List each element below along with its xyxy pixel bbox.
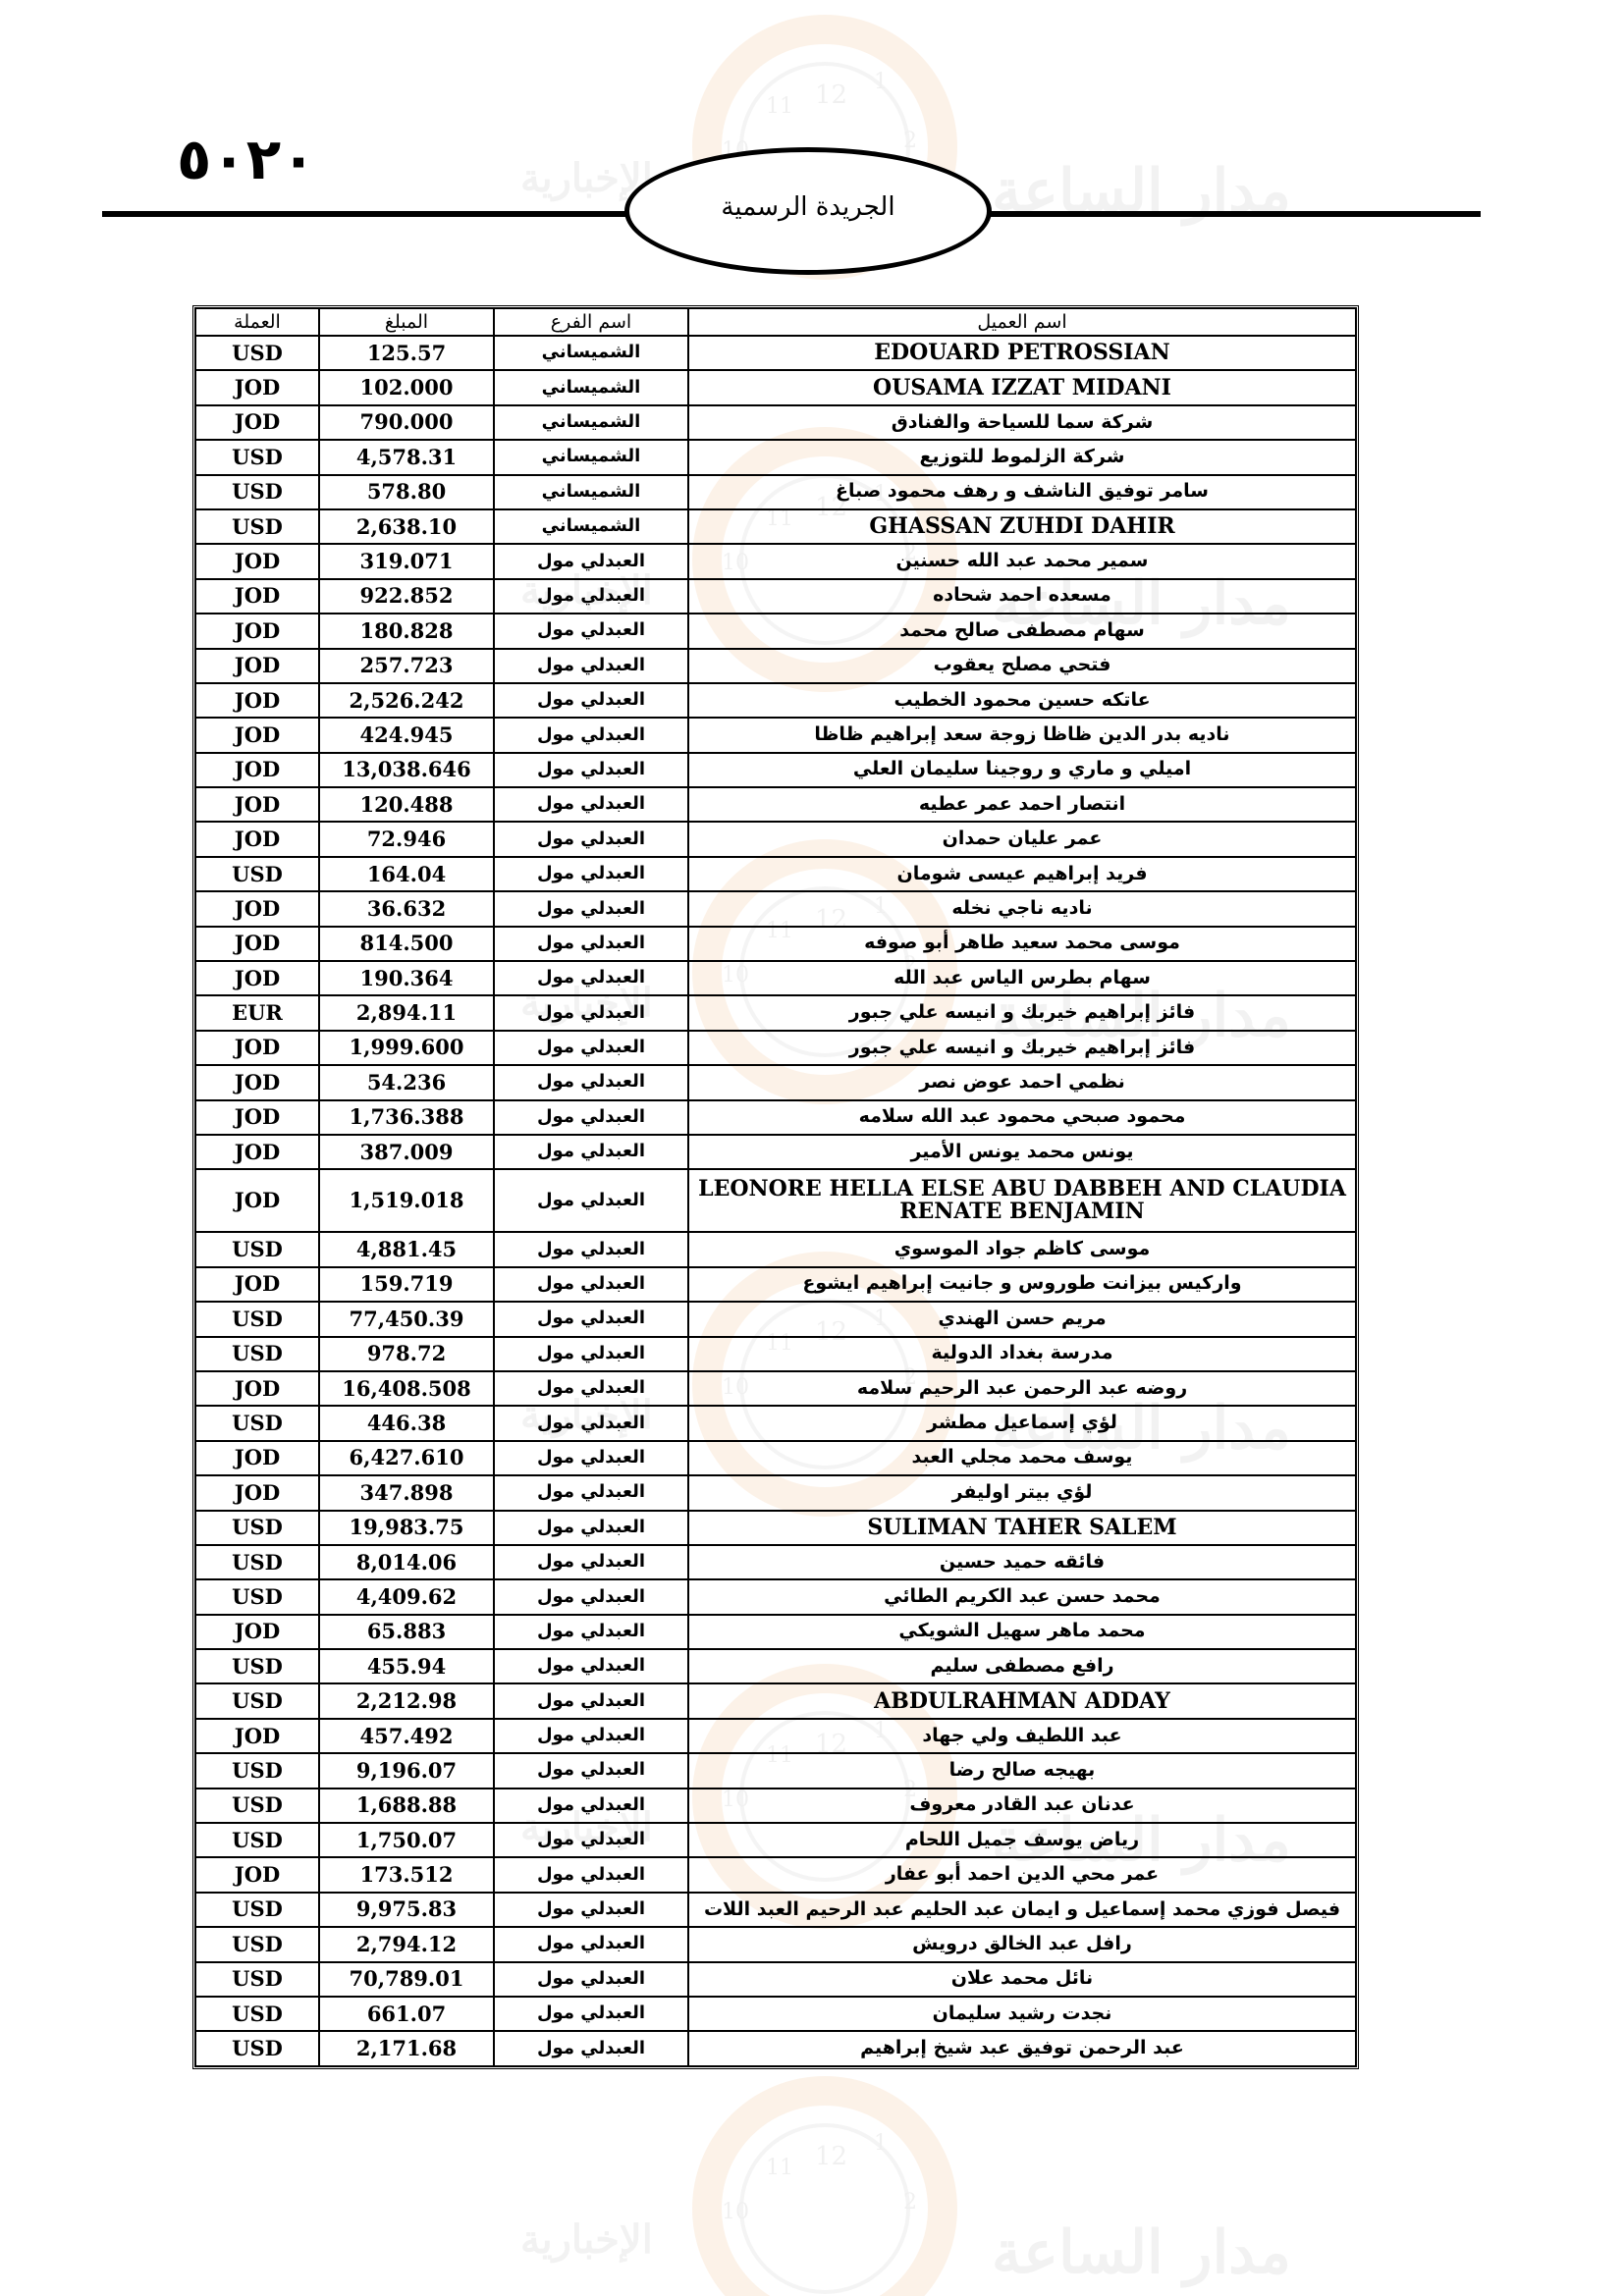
cell-branch: الشميساني <box>494 405 688 440</box>
cell-branch: العبدلي مول <box>494 1545 688 1579</box>
watermark-brand: مدار الساعة <box>992 157 1291 226</box>
cell-amount: 6,427.610 <box>319 1441 494 1475</box>
cell-currency: USD <box>195 1893 319 1927</box>
cell-client: عاتكه حسين محمود الخطيب <box>688 683 1356 718</box>
table-row <box>195 1545 1356 1579</box>
table-row <box>195 891 1356 926</box>
cell-amount: 922.852 <box>319 579 494 614</box>
cell-client: فتحي مصلح يعقوب <box>688 649 1356 683</box>
table-row <box>195 2031 1356 2065</box>
cell-client: اميلي و ماري و روجينا سليمان العلي <box>688 753 1356 787</box>
cell-currency: JOD <box>195 927 319 961</box>
cell-currency: JOD <box>195 544 319 578</box>
cell-client: عبد الرحمن توفيق عبد شيخ إبراهيم <box>688 2031 1356 2065</box>
table-row <box>195 1302 1356 1336</box>
cell-branch: العبدلي مول <box>494 857 688 891</box>
cell-client: سمير محمد عبد الله حسنين <box>688 544 1356 578</box>
cell-currency: USD <box>195 440 319 474</box>
cell-client: مريم حسن الهندي <box>688 1302 1356 1336</box>
cell-amount: 2,171.68 <box>319 2031 494 2065</box>
cell-amount: 190.364 <box>319 961 494 995</box>
table-row <box>195 1100 1356 1135</box>
watermark-clock-number: 11 <box>766 94 793 119</box>
table-row <box>195 405 1356 440</box>
cell-client: فيصل فوزي محمد إسماعيل و ايمان عبد الحليم عبد الرحيم العبد اللات <box>688 1893 1356 1927</box>
cell-branch: العبدلي مول <box>494 927 688 961</box>
cell-branch: العبدلي مول <box>494 1683 688 1718</box>
cell-currency: JOD <box>195 1135 319 1169</box>
cell-currency: USD <box>195 1753 319 1788</box>
table-row <box>195 370 1356 404</box>
cell-currency: USD <box>195 1511 319 1545</box>
table-row <box>195 649 1356 683</box>
cell-amount: 578.80 <box>319 475 494 509</box>
cell-client: عمر محي الدين احمد أبو عفار <box>688 1857 1356 1892</box>
cell-branch: العبدلي مول <box>494 1893 688 1927</box>
cell-branch: العبدلي مول <box>494 1302 688 1336</box>
table-row <box>195 961 1356 995</box>
cell-branch: العبدلي مول <box>494 1962 688 1997</box>
table-row <box>195 475 1356 509</box>
table-row <box>195 1232 1356 1266</box>
cell-client: واركيس بيزانت طوروس و جانيت إبراهيم ايشوع <box>688 1267 1356 1302</box>
cell-amount: 4,409.62 <box>319 1579 494 1614</box>
table-row <box>195 1511 1356 1545</box>
table-row <box>195 1371 1356 1406</box>
cell-client: مدرسة بغداد الدولية <box>688 1337 1356 1371</box>
page-number: ٥٠٢٠ <box>177 126 316 192</box>
table-row <box>195 1962 1356 1997</box>
cell-amount: 257.723 <box>319 649 494 683</box>
cell-client: يوسف محمد مجلي العبد <box>688 1441 1356 1475</box>
cell-amount: 2,794.12 <box>319 1927 494 1961</box>
cell-branch: العبدلي مول <box>494 1100 688 1135</box>
table-row <box>195 544 1356 578</box>
cell-amount: 4,881.45 <box>319 1232 494 1266</box>
cell-currency: JOD <box>195 891 319 926</box>
table-row <box>195 1615 1356 1649</box>
cell-client: فائز إبراهيم خيربك و انيسه علي جبور <box>688 1031 1356 1065</box>
cell-client: شركة الزلموط للتوزيع <box>688 440 1356 474</box>
cell-currency: JOD <box>195 1065 319 1099</box>
table-row <box>195 1857 1356 1892</box>
table-row <box>195 1135 1356 1169</box>
cell-client: فائقه حميد حسين <box>688 1545 1356 1579</box>
cell-client: بهيجه صالح رضا <box>688 1753 1356 1788</box>
cell-amount: 2,526.242 <box>319 683 494 718</box>
cell-amount: 790.000 <box>319 405 494 440</box>
table-header-row <box>195 308 1356 336</box>
table-row <box>195 1997 1356 2031</box>
cell-currency: JOD <box>195 1031 319 1065</box>
cell-branch: العبدلي مول <box>494 544 688 578</box>
cell-branch: الشميساني <box>494 370 688 404</box>
table-row <box>195 857 1356 891</box>
cell-currency: USD <box>195 336 319 370</box>
cell-branch: العبدلي مول <box>494 1406 688 1440</box>
table-row <box>195 1031 1356 1065</box>
cell-currency: USD <box>195 1962 319 1997</box>
cell-currency: JOD <box>195 1475 319 1510</box>
cell-currency: JOD <box>195 1441 319 1475</box>
cell-amount: 16,408.508 <box>319 1371 494 1406</box>
table-row <box>195 1406 1356 1440</box>
cell-branch: العبدلي مول <box>494 787 688 822</box>
cell-currency: USD <box>195 857 319 891</box>
cell-client: روضه عبد الرحمن عبد الرحيم سلامه <box>688 1371 1356 1406</box>
cell-amount: 1,750.07 <box>319 1823 494 1857</box>
cell-amount: 54.236 <box>319 1065 494 1099</box>
cell-branch: العبدلي مول <box>494 1371 688 1406</box>
cell-amount: 102.000 <box>319 370 494 404</box>
cell-currency: JOD <box>195 683 319 718</box>
cell-branch: العبدلي مول <box>494 1719 688 1753</box>
cell-amount: 1,688.88 <box>319 1789 494 1823</box>
cell-currency: USD <box>195 1545 319 1579</box>
cell-currency: JOD <box>195 579 319 614</box>
cell-currency: JOD <box>195 787 319 822</box>
cell-branch: العبدلي مول <box>494 718 688 752</box>
cell-branch: العبدلي مول <box>494 614 688 648</box>
table-row <box>195 509 1356 544</box>
cell-currency: USD <box>195 1789 319 1823</box>
cell-branch: العبدلي مول <box>494 1169 688 1232</box>
cell-branch: العبدلي مول <box>494 1823 688 1857</box>
cell-amount: 2,212.98 <box>319 1683 494 1718</box>
cell-client: OUSAMA IZZAT MIDANI <box>688 370 1356 404</box>
cell-branch: العبدلي مول <box>494 1337 688 1371</box>
table-row <box>195 995 1356 1030</box>
cell-amount: 661.07 <box>319 1997 494 2031</box>
cell-branch: العبدلي مول <box>494 1031 688 1065</box>
table-row <box>195 1927 1356 1961</box>
cell-currency: USD <box>195 1927 319 1961</box>
cell-amount: 446.38 <box>319 1406 494 1440</box>
cell-amount: 70,789.01 <box>319 1962 494 1997</box>
cell-currency: JOD <box>195 1169 319 1232</box>
cell-amount: 120.488 <box>319 787 494 822</box>
table-row <box>195 1753 1356 1788</box>
table-row <box>195 1337 1356 1371</box>
table-row <box>195 336 1356 370</box>
cell-amount: 2,894.11 <box>319 995 494 1030</box>
cell-amount: 72.946 <box>319 822 494 856</box>
gazette-title: الجريدة الرسمية <box>721 192 895 222</box>
table-body <box>195 336 1356 2066</box>
cell-currency: USD <box>195 1232 319 1266</box>
cell-amount: 1,519.018 <box>319 1169 494 1232</box>
cell-client: انتصار احمد عمر عطيه <box>688 787 1356 822</box>
cell-amount: 36.632 <box>319 891 494 926</box>
cell-currency: USD <box>195 1683 319 1718</box>
cell-currency: JOD <box>195 614 319 648</box>
cell-branch: العبدلي مول <box>494 1615 688 1649</box>
cell-currency: JOD <box>195 1371 319 1406</box>
cell-amount: 9,975.83 <box>319 1893 494 1927</box>
cell-branch: العبدلي مول <box>494 579 688 614</box>
cell-amount: 65.883 <box>319 1615 494 1649</box>
clients-table <box>192 305 1359 2069</box>
table-row <box>195 718 1356 752</box>
cell-currency: JOD <box>195 1100 319 1135</box>
cell-branch: العبدلي مول <box>494 1997 688 2031</box>
cell-amount: 13,038.646 <box>319 753 494 787</box>
cell-currency: USD <box>195 1823 319 1857</box>
cell-client: سهام بطرس الياس عبد الله <box>688 961 1356 995</box>
cell-amount: 814.500 <box>319 927 494 961</box>
cell-client: لؤي بيتر اوليفر <box>688 1475 1356 1510</box>
cell-branch: العبدلي مول <box>494 891 688 926</box>
cell-currency: JOD <box>195 405 319 440</box>
table-row <box>195 753 1356 787</box>
cell-currency: USD <box>195 1406 319 1440</box>
cell-branch: العبدلي مول <box>494 1789 688 1823</box>
cell-amount: 77,450.39 <box>319 1302 494 1336</box>
cell-branch: العبدلي مول <box>494 1267 688 1302</box>
cell-client: فائز إبراهيم خيربك و انيسه علي جبور <box>688 995 1356 1030</box>
cell-branch: العبدلي مول <box>494 1511 688 1545</box>
column-header-amount: المبلغ <box>319 308 494 336</box>
cell-amount: 1,736.388 <box>319 1100 494 1135</box>
cell-client: رياض يوسف جميل اللحام <box>688 1823 1356 1857</box>
cell-client: عمر عليان حمدان <box>688 822 1356 856</box>
table-row <box>195 1893 1356 1927</box>
cell-currency: JOD <box>195 1267 319 1302</box>
cell-client: ناديه ناجي نخله <box>688 891 1356 926</box>
table-row <box>195 1065 1356 1099</box>
table-row <box>195 1683 1356 1718</box>
watermark-clock-number: 1 <box>874 70 888 94</box>
cell-branch: العبدلي مول <box>494 683 688 718</box>
cell-currency: JOD <box>195 1857 319 1892</box>
cell-client: موسى محمد سعيد طاهر أبو صوفه <box>688 927 1356 961</box>
cell-amount: 164.04 <box>319 857 494 891</box>
cell-client: رافع مصطفى سليم <box>688 1649 1356 1683</box>
cell-currency: JOD <box>195 753 319 787</box>
cell-client: شركة سما للسياحة والفنادق <box>688 405 1356 440</box>
cell-client: LEONORE HELLA ELSE ABU DABBEH AND CLAUDIA RENATE BENJAMIN <box>688 1169 1356 1232</box>
table-row <box>195 614 1356 648</box>
table-row <box>195 579 1356 614</box>
watermark-subtitle: الإخبارية <box>520 155 653 201</box>
cell-client: نجدت رشيد سليمان <box>688 1997 1356 2031</box>
cell-branch: العبدلي مول <box>494 753 688 787</box>
cell-client: مسعده احمد شحاده <box>688 579 1356 614</box>
cell-branch: العبدلي مول <box>494 1753 688 1788</box>
table-row <box>195 927 1356 961</box>
column-header-client: اسم العميل <box>688 308 1356 336</box>
cell-branch: العبدلي مول <box>494 1857 688 1892</box>
table-row <box>195 1823 1356 1857</box>
table-row <box>195 1579 1356 1614</box>
cell-client: محمود صبحي محمود عبد الله سلامه <box>688 1100 1356 1135</box>
cell-amount: 457.492 <box>319 1719 494 1753</box>
cell-currency: USD <box>195 1579 319 1614</box>
cell-branch: الشميساني <box>494 440 688 474</box>
cell-branch: الشميساني <box>494 509 688 544</box>
cell-amount: 2,638.10 <box>319 509 494 544</box>
cell-currency: JOD <box>195 961 319 995</box>
cell-branch: العبدلي مول <box>494 1649 688 1683</box>
cell-amount: 347.898 <box>319 1475 494 1510</box>
cell-currency: USD <box>195 1302 319 1336</box>
cell-branch: العبدلي مول <box>494 1475 688 1510</box>
cell-client: محمد ماهر سهيل الشويكي <box>688 1615 1356 1649</box>
cell-currency: JOD <box>195 822 319 856</box>
cell-amount: 19,983.75 <box>319 1511 494 1545</box>
cell-client: نائل محمد علان <box>688 1962 1356 1997</box>
cell-amount: 8,014.06 <box>319 1545 494 1579</box>
cell-amount: 978.72 <box>319 1337 494 1371</box>
cell-branch: الشميساني <box>494 475 688 509</box>
cell-client: سامر توفيق الناشف و رهف محمود صباغ <box>688 475 1356 509</box>
cell-currency: USD <box>195 1649 319 1683</box>
cell-currency: JOD <box>195 1615 319 1649</box>
cell-currency: JOD <box>195 718 319 752</box>
cell-client: GHASSAN ZUHDI DAHIR <box>688 509 1356 544</box>
cell-client: عبد اللطيف ولي جهاد <box>688 1719 1356 1753</box>
watermark-clock-number: 10 <box>722 138 749 163</box>
cell-branch: العبدلي مول <box>494 1232 688 1266</box>
table-row <box>195 1719 1356 1753</box>
cell-branch: العبدلي مول <box>494 995 688 1030</box>
cell-amount: 180.828 <box>319 614 494 648</box>
cell-branch: العبدلي مول <box>494 822 688 856</box>
column-header-branch: اسم الفرع <box>494 308 688 336</box>
cell-client: عدنان عبد القادر معروف <box>688 1789 1356 1823</box>
cell-branch: العبدلي مول <box>494 1135 688 1169</box>
cell-client: موسى كاظم جواد الموسوي <box>688 1232 1356 1266</box>
cell-currency: EUR <box>195 995 319 1030</box>
cell-client: فريد إبراهيم عيسى شومان <box>688 857 1356 891</box>
cell-amount: 455.94 <box>319 1649 494 1683</box>
cell-client: سهام مصطفى صالح محمد <box>688 614 1356 648</box>
cell-branch: العبدلي مول <box>494 1441 688 1475</box>
cell-currency: JOD <box>195 1719 319 1753</box>
cell-branch: العبدلي مول <box>494 1579 688 1614</box>
cell-currency: USD <box>195 2031 319 2065</box>
cell-client: لؤي إسماعيل مطشر <box>688 1406 1356 1440</box>
cell-currency: USD <box>195 1337 319 1371</box>
cell-amount: 1,999.600 <box>319 1031 494 1065</box>
table-row <box>195 1649 1356 1683</box>
cell-client: EDOUARD PETROSSIAN <box>688 336 1356 370</box>
cell-client: SULIMAN TAHER SALEM <box>688 1511 1356 1545</box>
cell-amount: 4,578.31 <box>319 440 494 474</box>
cell-client: يونس محمد يونس الأمير <box>688 1135 1356 1169</box>
header-oval <box>624 147 992 275</box>
watermark-clock-number: 12 <box>815 80 848 110</box>
cell-client: نظمي احمد عوض نصر <box>688 1065 1356 1099</box>
cell-client: رافل عبد الخالق درويش <box>688 1927 1356 1961</box>
table-row <box>195 1475 1356 1510</box>
cell-currency: JOD <box>195 649 319 683</box>
cell-currency: JOD <box>195 370 319 404</box>
cell-amount: 173.512 <box>319 1857 494 1892</box>
cell-branch: العبدلي مول <box>494 2031 688 2065</box>
watermark-clock-number: 2 <box>903 129 917 153</box>
cell-amount: 387.009 <box>319 1135 494 1169</box>
cell-amount: 319.071 <box>319 544 494 578</box>
cell-amount: 159.719 <box>319 1267 494 1302</box>
table-row <box>195 440 1356 474</box>
cell-currency: USD <box>195 509 319 544</box>
table-row <box>195 1169 1356 1232</box>
cell-branch: العبدلي مول <box>494 961 688 995</box>
table-row <box>195 1441 1356 1475</box>
cell-branch: العبدلي مول <box>494 649 688 683</box>
table-row <box>195 1789 1356 1823</box>
cell-amount: 424.945 <box>319 718 494 752</box>
table-row <box>195 787 1356 822</box>
cell-amount: 9,196.07 <box>319 1753 494 1788</box>
cell-client: محمد حسن عبد الكريم الطائي <box>688 1579 1356 1614</box>
table-row <box>195 822 1356 856</box>
cell-branch: الشميساني <box>494 336 688 370</box>
cell-branch: العبدلي مول <box>494 1927 688 1961</box>
cell-branch: العبدلي مول <box>494 1065 688 1099</box>
cell-currency: USD <box>195 475 319 509</box>
column-header-currency: العملة <box>195 308 319 336</box>
cell-currency: USD <box>195 1997 319 2031</box>
cell-client: ناديه بدر الدين ظاظا زوجة سعد إبراهيم ظاظا <box>688 718 1356 752</box>
table-row <box>195 683 1356 718</box>
cell-amount: 125.57 <box>319 336 494 370</box>
table-row <box>195 1267 1356 1302</box>
cell-client: ABDULRAHMAN ADDAY <box>688 1683 1356 1718</box>
